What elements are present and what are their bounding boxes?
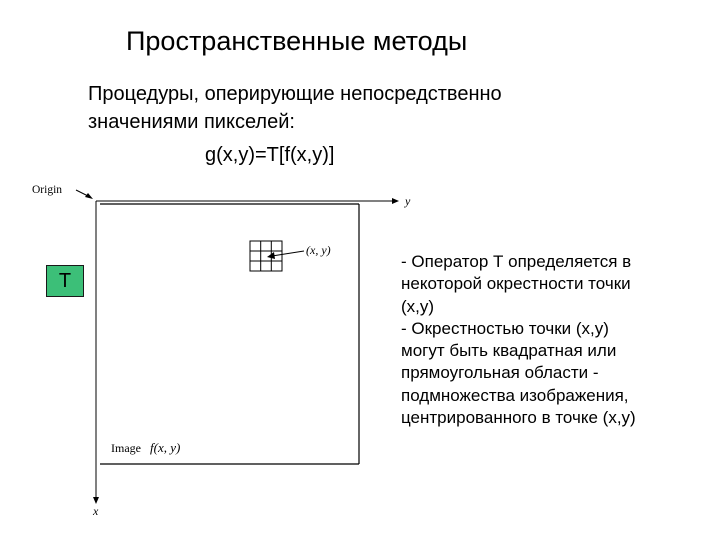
- origin-pointer: [76, 190, 88, 196]
- description-line-3: (x,y): [401, 296, 435, 316]
- operator-t-box: T: [46, 265, 84, 297]
- point-pointer: [272, 251, 304, 256]
- slide-title: Пространственные методы: [126, 26, 468, 56]
- intro-line-1: Процедуры, оперирующие непосредственно: [88, 83, 502, 105]
- y-axis-arrowhead: [392, 198, 399, 204]
- image-label-func: f(x, y): [150, 440, 181, 455]
- formula: g(x,y)=T[f(x,y)]: [205, 144, 335, 166]
- origin-pointer-arrowhead: [85, 193, 93, 199]
- description-line-2: некоторой окрестности точки: [401, 274, 631, 294]
- description-line-1: - Оператор Т определяется в: [401, 252, 632, 271]
- point-label: (x, y): [306, 243, 331, 257]
- description-line-8: центрированного в точке (x,y): [401, 408, 636, 428]
- y-axis-label: y: [405, 194, 411, 208]
- description-text: [401, 251, 701, 429]
- description-line-4: - Окрестностью точки (x,y): [401, 318, 609, 338]
- intro-line-2: значениями пикселей:: [88, 111, 295, 133]
- x-axis-arrowhead: [93, 497, 99, 504]
- neighborhood-grid: [250, 241, 282, 271]
- image-label-word: Image: [111, 441, 141, 455]
- origin-label: Origin: [32, 184, 63, 196]
- description-line-7: подмножества изображения,: [401, 385, 629, 405]
- description-line-6: прямоугольная области -: [401, 363, 599, 383]
- description-line-5: могут быть квадратная или: [401, 341, 617, 361]
- x-axis-label: x: [93, 504, 99, 518]
